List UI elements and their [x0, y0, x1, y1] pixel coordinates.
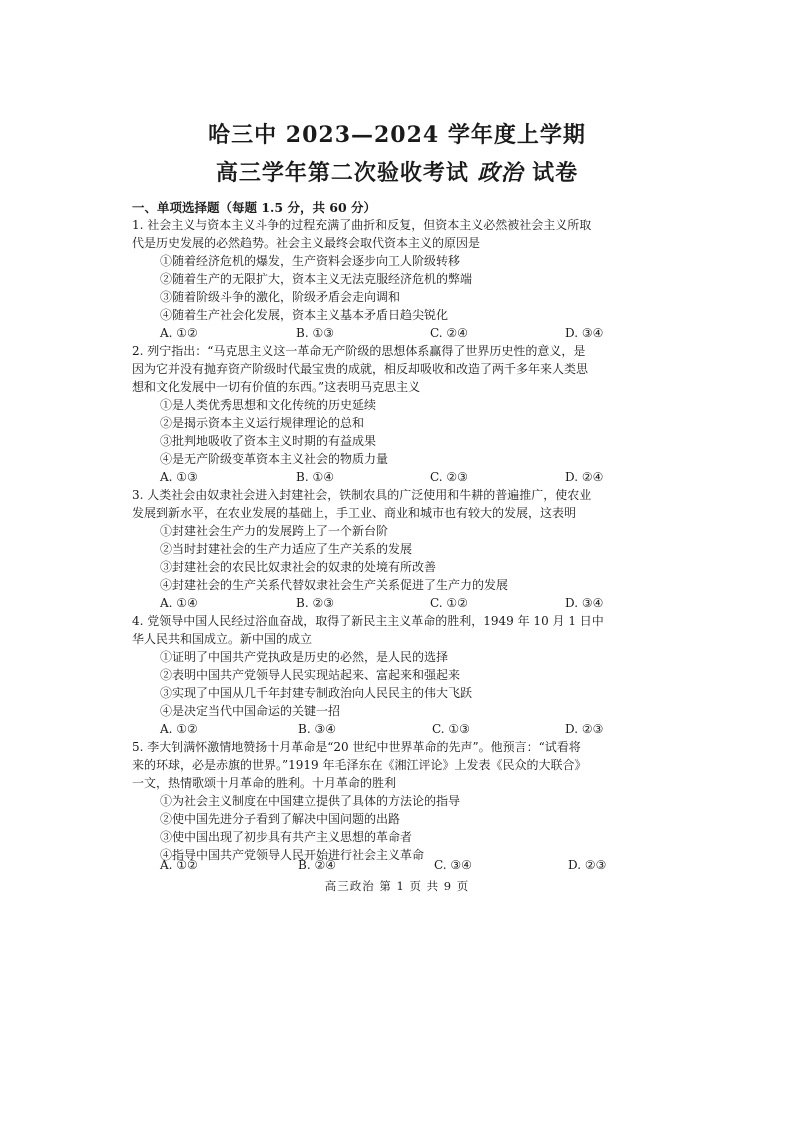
- question-1-stem-line-2: 代是历史发展的必然趋势。社会主义最终会取代资本主义的原因是: [132, 236, 481, 250]
- question-4-option-2: ②表明中国共产党领导人民实现站起来、富起来和强起来: [160, 668, 461, 682]
- question-4-stem-line-1: 4. 党领导中国人民经过浴血奋战，取得了新民主主义革命的胜利，1949 年 10 月 1 日中: [132, 614, 604, 628]
- page-footer: 高三政治 第 1 页 共 9 页: [324, 879, 470, 893]
- question-2-option-2: ②是揭示资本主义运行规律理论的总和: [160, 416, 365, 430]
- question-5-option-2: ②使中国先进分子看到了解决中国问题的出路: [160, 812, 401, 826]
- question-2-option-4: ④是无产阶级变革资本主义社会的物质力量: [160, 452, 389, 466]
- question-4-option-4: ④是决定当代中国命运的关键一招: [160, 704, 341, 718]
- title-subject: 政治: [477, 160, 524, 186]
- question-3-stem-line-2: 发展到新水平，在农业发展的基础上，手工业、商业和城市也有较大的发展，这表明: [132, 506, 577, 520]
- question-1-option-3: ③随着阶级斗争的激化，阶级矛盾会走向调和: [160, 290, 401, 304]
- question-3-choice-c: C. ①②: [430, 596, 468, 610]
- question-2-choice-b: B. ①④: [296, 470, 334, 484]
- question-2-choice-d: D. ②④: [565, 470, 604, 484]
- question-5-stem-line-2: 来的环球，必是赤旗的世界。”1919 年毛泽东在《湘江评论》上发表《民众的大联合》: [132, 758, 587, 772]
- question-3-stem-line-1: 3. 人类社会由奴隶社会进入封建社会，铁制农具的广泛使用和牛耕的普遍推广，使农业: [132, 488, 592, 502]
- question-4-choice-c: C. ①③: [432, 722, 470, 736]
- question-1-choice-b: B. ①③: [296, 326, 334, 340]
- question-5-choice-c: C. ③④: [434, 858, 472, 872]
- exam-title-line2: [0, 156, 794, 187]
- question-1-choice-d: D. ③④: [565, 326, 604, 340]
- question-5-stem-line-1: 5. 李大钊满怀激情地赞扬十月革命是“20 世纪中世界革命的先声”。他预言：“试看将: [132, 740, 581, 754]
- question-2-stem-line-1: 2. 列宁指出：“马克思主义这一革命无产阶级的思想体系赢得了世界历史性的意义，是: [132, 344, 586, 358]
- title-prefix: 高三学年第二次验收考试: [215, 160, 478, 186]
- question-1-option-1: ①随着经济危机的爆发，生产资料会逐步向工人阶级转移: [160, 254, 461, 268]
- question-3-choice-a: A. ①④: [160, 596, 198, 610]
- question-5-choice-d: D. ②③: [568, 858, 607, 872]
- question-2-choice-c: C. ②③: [430, 470, 468, 484]
- exam-title-line1: 哈三中 2023—2024 学年度上学期: [208, 122, 586, 148]
- question-1-choice-a: A. ①②: [160, 326, 198, 340]
- question-4-option-1: ①证明了中国共产党执政是历史的必然，是人民的选择: [160, 650, 449, 664]
- question-5-choice-b: B. ②④: [298, 858, 336, 872]
- question-5-choices: [160, 857, 660, 874]
- question-3-choice-b: B. ②③: [296, 596, 334, 610]
- question-3-option-2: ②当时封建社会的生产力适应了生产关系的发展: [160, 542, 413, 556]
- question-2-option-1: ①是人类优秀思想和文化传统的历史延续: [160, 398, 377, 412]
- question-4-choice-a: A. ①②: [160, 722, 198, 736]
- question-3-option-3: ③封建社会的农民比奴隶社会的奴隶的处境有所改善: [160, 560, 437, 574]
- title-suffix: 试卷: [523, 160, 579, 186]
- question-4-option-3: ③实现了中国从几千年封建专制政治向人民民主的伟大飞跃: [160, 686, 473, 700]
- question-4-stem-line-2: 华人民共和国成立。新中国的成立: [132, 632, 313, 646]
- question-2-stem-line-2: 因为它并没有抛弃资产阶级时代最宝贵的成就，相反却吸收和改造了两千多年来人类思: [132, 362, 589, 376]
- question-4-choices: [160, 721, 660, 738]
- question-1-option-2: ②随着生产的无限扩大，资本主义无法克服经济危机的弊端: [160, 272, 473, 286]
- question-5-option-3: ③使中国出现了初步具有共产主义思想的革命者: [160, 830, 413, 844]
- question-5-option-4: ④指导中国共产党领导人民开始进行社会主义革命: [160, 848, 425, 862]
- question-1-choice-c: C. ②④: [430, 326, 468, 340]
- question-5-stem-line-3: 一文，热情歌颂十月革命的胜利。十月革命的胜利: [132, 776, 397, 790]
- question-2-stem-line-3: 想和文化发展中一切有价值的东西。”这表明马克思主义: [132, 380, 421, 394]
- question-1-stem-line-1: 1. 社会主义与资本主义斗争的过程充满了曲折和反复，但资本主义必然被社会主义所取: [132, 218, 592, 232]
- question-3-option-1: ①封建社会生产力的发展跨上了一个新台阶: [160, 524, 389, 538]
- question-2-option-3: ③批判地吸收了资本主义时期的有益成果: [160, 434, 377, 448]
- section-heading: 一、单项选择题（每题 1.5 分，共 60 分）: [132, 200, 377, 215]
- question-5-option-1: ①为社会主义制度在中国建立提供了具体的方法论的指导: [160, 794, 461, 808]
- question-5-choice-a: A. ①②: [160, 858, 198, 872]
- question-3-option-4: ④封建社会的生产关系代替奴隶社会生产关系促进了生产力的发展: [160, 578, 509, 592]
- question-1-choices: [160, 325, 660, 342]
- question-1-option-4: ④随着生产社会化发展，资本主义基本矛盾日趋尖锐化: [160, 308, 449, 322]
- question-3-choice-d: D. ③④: [565, 596, 604, 610]
- question-2-choices: [160, 469, 660, 486]
- question-2-choice-a: A. ①③: [160, 470, 198, 484]
- question-3-choices: [160, 595, 660, 612]
- question-4-choice-d: D. ②③: [565, 722, 604, 736]
- question-4-choice-b: B. ③④: [298, 722, 336, 736]
